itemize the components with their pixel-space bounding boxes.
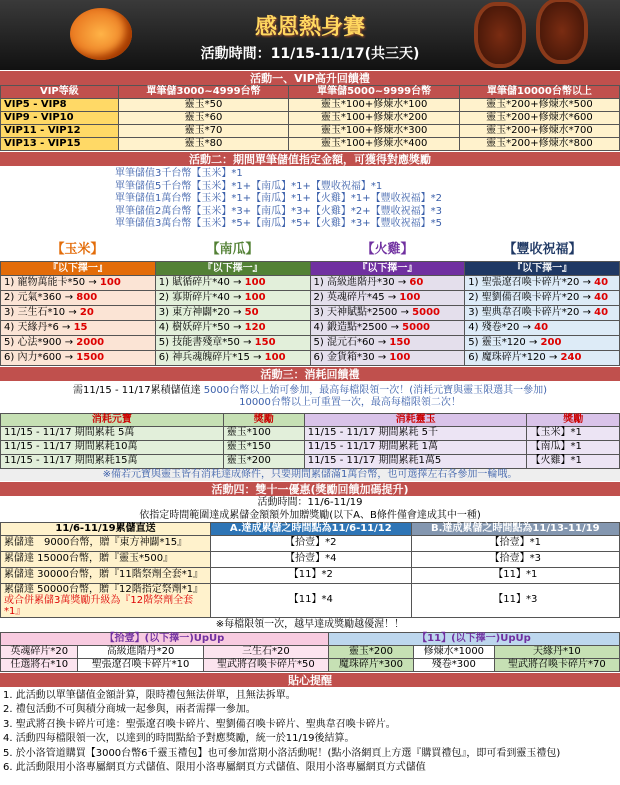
section2-title: 活動二：期間單筆儲值指定金額，可獲得對應獎勵 [0, 151, 620, 166]
tips-title: 貼心提醒 [0, 672, 620, 687]
list-item: 2) 聖劉備召喚卡碎片*20 → 40 [465, 290, 619, 305]
list-item: 5) 靈玉*120 → 200 [465, 335, 619, 350]
pumpkin-icon [70, 8, 132, 60]
table-row: 任選將石*10 聖張遼召喚卡碎片*10 聖武將召喚卡碎片*50 魔珠碎片*300 殘卷*300 聖武將召喚卡碎片*70 [1, 658, 620, 671]
table-row: VIP11 - VIP12 靈玉*70 靈玉*100+修煉水*300 靈玉*200+修煉水*700 [1, 125, 620, 138]
category-pumpkin: 【南瓜】 [206, 242, 259, 257]
list-item: 5) 心法*900 → 2000 [1, 335, 155, 350]
list-item: 2. 禮包活動不可與積分商城一起參與，兩者需擇一參加。 [3, 704, 256, 715]
list-item: 3) 三生石*10 → 20 [1, 305, 155, 320]
table-row: VIP5 - VIP8 靈玉*50 靈玉*100+修煉水*100 靈玉*200+修煉水*500 [1, 99, 620, 112]
list-item: 4. 活動四每檔限領一次，以達到的時間點給予對應獎勵，統一於11/19後結算。 [3, 733, 355, 744]
section4-desc: 活動時間：11/6-11/19 依指定時間範圍達成累儲金額額外加贈獎勵(以下A、B條件僅會達成其中一種) [139, 496, 481, 521]
table-row: 英魂碎片*20 高級進階丹*20 三生石*20 靈玉*200 修煉水*1000 天緣丹*10 [1, 645, 620, 658]
list-item: 4) 樹妖碎片*50 → 120 [156, 320, 310, 335]
col-header: 單筆儲10000台幣以上 [459, 86, 619, 99]
list-item: 1) 聖張遼召喚卡碎片*20 → 40 [465, 275, 619, 290]
list-item: 5) 技能書殘章*50 → 150 [156, 335, 310, 350]
table-row: 累儲達 50000台幣，贈『12階指定祭劑*1』 或合併累儲3萬獎勵升級為『12階祭劑全套*1』 【11】*4 【11】*3 [1, 583, 620, 617]
section3-note: ※備若元寶與靈玉皆有消耗達成條件，只要期間累儲滿1萬台幣，也可選擇左右各參加一輪哦。 [0, 469, 620, 481]
section3-title: 活動三：消耗回饋禮 [0, 366, 620, 381]
reward-columns [0, 261, 620, 366]
section1-title: 活動一、VIP高升回饋禮 [0, 70, 620, 85]
turkey-column: 『以下擇一』 1) 高級進階丹*30 → 60 2) 英魂碎片*45 → 100 3) 天神賦點*2500 → 5000 4) 鍛造點*2500 → 5000 5) 混元石*60 → 150 6) 金貨箱*30 → 100 [310, 261, 465, 366]
list-item: 單筆儲值2萬台幣【玉米】*3+【南瓜】*3+【火雞】*2+【豐收祝福】*3 [115, 205, 442, 217]
table-row: VIP13 - VIP15 靈玉*80 靈玉*100+修煉水*400 靈玉*200+修煉水*800 [1, 138, 620, 151]
turkey-icon [478, 6, 522, 64]
consume-table: 消耗元寶 獎勵 消耗靈玉 獎勵 11/15 - 11/17 期間累耗 5萬 靈玉*100 11/15 - 11/17 期間累耗 5千 【玉米】*1 11/15 - 11/17 期間累耗10萬 靈玉*150 11/15 - 11/17 期間累耗 1萬 【南瓜】*1 11/15 - 11/17 期間累耗15萬 靈玉*200 11/15 - 11/17 期間累耗1萬5 【火雞】*1 [0, 413, 620, 469]
list-item: 3) 天神賦點*2500 → 5000 [311, 305, 465, 320]
list-item: 4) 天緣丹*6 → 15 [1, 320, 155, 335]
page-title: 感恩熱身賽 [254, 15, 365, 40]
list-item: 單筆儲值5千台幣【玉米】*1+【南瓜】*1+【豐收祝福】*1 [115, 180, 383, 192]
list-item: 6) 內力*600 → 1500 [1, 350, 155, 365]
list-item: 單筆儲值1萬台幣【玉米】*1+【南瓜】*1+【火雞】*1+【豐收祝福】*2 [115, 193, 442, 204]
vip-table [0, 85, 620, 151]
list-item: 3) 聖典韋召喚卡碎片*20 → 40 [465, 305, 619, 320]
category-turkey: 【火雞】 [361, 242, 414, 257]
list-item: 1) 賦循碎片*40 → 100 [156, 275, 310, 290]
section3-conditions: 需11/15 - 11/17累積儲值達 5000台幣以上始可參加，最高每檔限領一次！(消耗元寶與靈玉限選其一參加) 10000台幣以上可重置一次，最高每檔限領二次！ [72, 384, 548, 408]
category-corn: 【玉米】 [51, 242, 104, 257]
upgrade-table: 【拾壹】(以下擇一)UpUp 【11】(以下擇一)UpUp 英魂碎片*20 高級進階丹*20 三生石*20 靈玉*200 修煉水*1000 天緣丹*10 任選將石*10 聖張遼召喚卡碎片*10 聖武將召喚卡碎片*50 魔珠碎片*300 殘卷*300 聖武將召喚卡碎片*70 [0, 632, 620, 672]
section4-title: 活動四：雙十一優惠(獎勵回饋加碼提升) [0, 481, 620, 496]
list-item: 5. 於小洛管道購買【3000台幣6千靈玉禮包】也可參加當期小洛活動呢！(點小洛網頁上方選『購買禮包』，即可看到靈玉禮包) [3, 747, 561, 759]
turkey-icon [540, 2, 584, 60]
corn-column: 『以下擇一』 1) 寵物萬能卡*50 → 100 2) 元氣*360 → 800 3) 三生石*10 → 20 4) 天緣丹*6 → 15 5) 心法*900 → 2000 6) 內力*600 → 1500 [0, 261, 155, 366]
table-row: 累儲達 9000台幣，贈『東方神闢*15』 【拾壹】*2 【拾壹】*1 [1, 535, 620, 551]
tier-list [0, 166, 620, 235]
header-banner [0, 0, 620, 70]
list-item: 2) 元氣*360 → 800 [1, 290, 155, 305]
table-row: 11/15 - 11/17 期間累耗10萬 靈玉*150 11/15 - 11/17 期間累耗 1萬 【南瓜】*1 [1, 440, 620, 454]
pumpkin-column: 『以下擇一』 1) 賦循碎片*40 → 100 2) 寡斯碎片*40 → 100 3) 東方神闢*20 → 50 4) 樹妖碎片*50 → 120 5) 技能書殘章*50 → 150 6) 神兵魂魄碎片*15 → 100 [155, 261, 310, 366]
table-row: 累儲達 30000台幣，贈『11階祭劑全套*1』 【11】*2 【11】*1 [1, 567, 620, 583]
blessing-column: 『以下擇一』 1) 聖張遼召喚卡碎片*20 → 40 2) 聖劉備召喚卡碎片*20 → 40 3) 聖典韋召喚卡碎片*20 → 40 4) 殘卷*20 → 40 5) 靈玉*120 → 200 6) 魔珠碎片*120 → 240 [464, 261, 620, 366]
list-item: 單筆儲值3萬台幣【玉米】*5+【南瓜】*5+【火雞】*3+【豐收祝福】*5 [115, 218, 442, 229]
table-row: 累儲達 15000台幣，贈『靈玉*500』 【拾壹】*4 【拾壹】*3 [1, 551, 620, 567]
category-row [0, 235, 620, 261]
list-item: 4) 殘卷*20 → 40 [465, 320, 619, 335]
table-row: 11/15 - 11/17 期間累耗15萬 靈玉*200 11/15 - 11/17 期間累耗1萬5 【火雞】*1 [1, 454, 620, 468]
tips-list [0, 687, 620, 778]
section4-note: ※每檔限領一次，越早達成獎勵越優渥！！ [215, 618, 405, 630]
list-item: 5) 混元石*60 → 150 [311, 335, 465, 350]
category-blessing: 【豐收祝福】 [503, 242, 582, 257]
table-row: 11/15 - 11/17 期間累耗 5萬 靈玉*100 11/15 - 11/17 期間累耗 5千 【玉米】*1 [1, 426, 620, 440]
event-date: 活動時間：11/15-11/17(共三天) [200, 46, 420, 62]
list-item: 3) 東方神闢*20 → 50 [156, 305, 310, 320]
list-item: 單筆儲值3千台幣【玉米】*1 [115, 168, 243, 179]
col-header: 單筆儲3000~4999台幣 [118, 86, 289, 99]
list-item: 6. 此活動限用小洛專屬網頁方式儲值、限用小洛專屬網頁方式儲值、限用小洛專屬網頁方式儲值 [3, 762, 426, 773]
double11-table: 11/6-11/19累儲直送 A.達成累儲之時間點為11/6-11/12 B.達成累儲之時間點為11/13-11/19 累儲達 9000台幣，贈『東方神闢*15』 【拾壹】*2 【拾壹】*1 累儲達 15000台幣，贈『靈玉*500』 【拾壹】*4 【拾壹】*3 累儲達 30000台幣，贈『11階祭劑全套*1』 【11】*2 【11】*1 累儲達 50000台幣，贈『12階指定祭劑*1』 或合併累儲3萬獎勵升級為『12階祭劑全套*1』 【11】*4 【11】*3 [0, 522, 620, 618]
list-item: 2) 英魂碎片*45 → 100 [311, 290, 465, 305]
list-item: 6) 神兵魂魄碎片*15 → 100 [156, 350, 310, 365]
list-item: 6) 魔珠碎片*120 → 240 [465, 350, 619, 365]
col-header: 單筆儲5000~9999台幣 [289, 86, 460, 99]
table-row: VIP9 - VIP10 靈玉*60 靈玉*100+修煉水*200 靈玉*200+修煉水*600 [1, 112, 620, 125]
col-header: VIP等級 [1, 86, 119, 99]
list-item: 3. 聖武將召換卡碎片可達：聖張遼召喚卡碎片、聖劉備召喚卡碎片、聖典韋召喚卡碎片。 [3, 718, 396, 730]
list-item: 1. 此活動以單筆儲值金額計算，限時禮包無法併單，且無法拆單。 [3, 689, 296, 701]
list-item: 2) 寡斯碎片*40 → 100 [156, 290, 310, 305]
list-item: 6) 金貨箱*30 → 100 [311, 350, 465, 365]
list-item: 4) 鍛造點*2500 → 5000 [311, 320, 465, 335]
list-item: 1) 寵物萬能卡*50 → 100 [1, 275, 155, 290]
list-item: 1) 高級進階丹*30 → 60 [311, 275, 465, 290]
